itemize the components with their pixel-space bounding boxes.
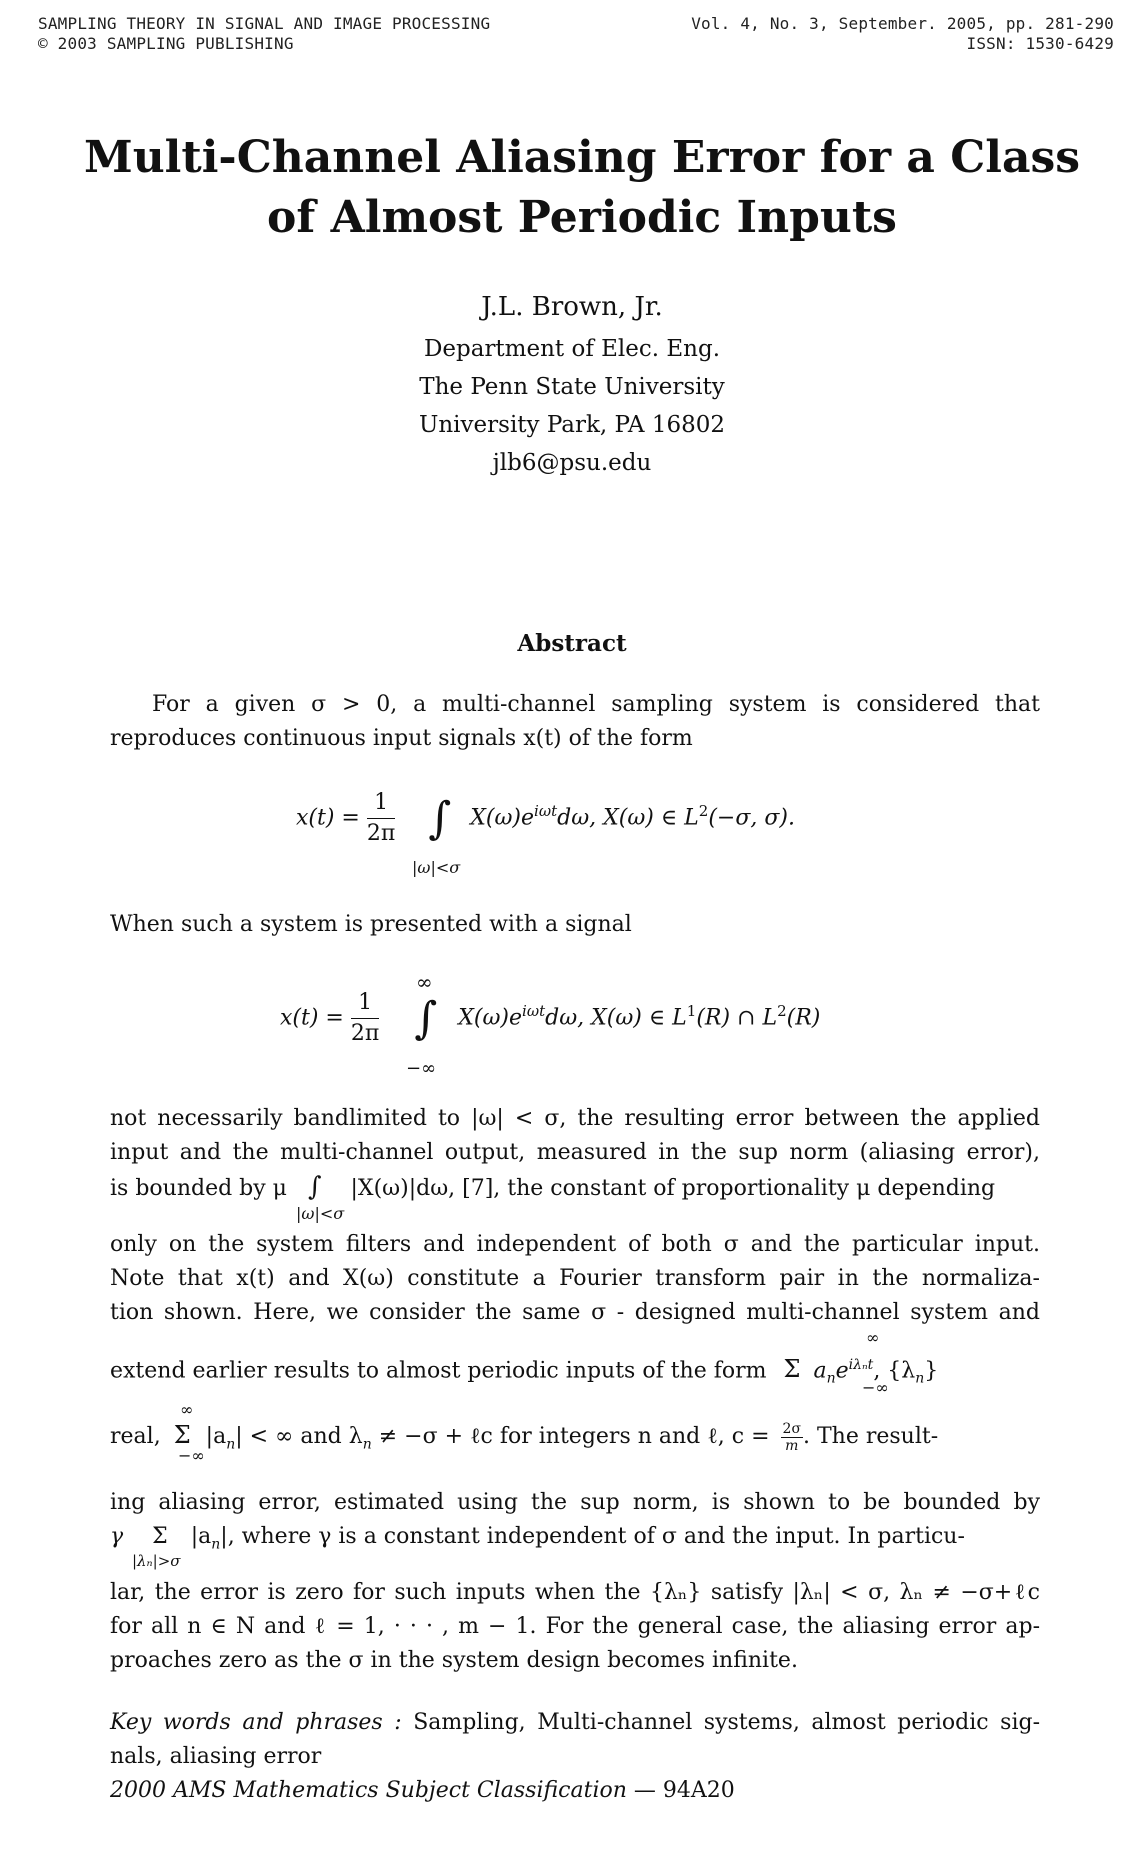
p3-line-8-fraction (781, 1421, 803, 1454)
p3-line-8-abs: |a (205, 1424, 227, 1449)
keywords-text: Sampling, Multi-channel systems, almost periodic sig- (401, 1710, 1040, 1735)
journal-name: SAMPLING THEORY IN SIGNAL AND IMAGE PROCESSING (38, 14, 491, 33)
p3-line-3-lower-limit: |ω|<σ (296, 1204, 345, 1223)
author-email: jlb6@psu.edu (492, 450, 652, 476)
eq1-end: (−σ, σ). (708, 805, 795, 831)
p3-line-11: lar, the error is zero for such inputs when the {λₙ} satisfy |λₙ| < σ, λₙ ≠ −σ+ℓc (110, 1580, 1040, 1605)
author-university: The Penn State University (419, 374, 725, 400)
eq2-tail: dω, X(ω) ∈ L (545, 1005, 687, 1031)
p3-line-4: only on the system filters and independent of both σ and the particular input. (110, 1232, 1040, 1257)
volume-info: Vol. 4, No. 3, September. 2005, pp. 281-290 (691, 14, 1114, 33)
eq1-denominator: 2π (366, 821, 396, 846)
p3-line-10-abs-sub: n (211, 1536, 221, 1553)
eq1-sup: 2 (698, 802, 709, 821)
p3-line-7-close: } (924, 1358, 939, 1384)
eq1-lhs: x(t) = (296, 805, 360, 831)
p3-line-9: ing aliasing error, estimated using the sup norm, is shown to be bounded by (110, 1490, 1040, 1515)
p3-line-8-end: . The result- (803, 1424, 939, 1449)
p3-line-7-a: a (813, 1358, 827, 1384)
p3-line-8-fraction-den: m (785, 1437, 799, 1454)
p3-line-3-rest: |X(ω)|dω, [7], the constant of proportionality μ depending (350, 1176, 996, 1201)
p3-line-3 (110, 1170, 1040, 1206)
p3-line-10-abs: |a (190, 1524, 212, 1549)
eq2-lhs: x(t) = (280, 1005, 344, 1031)
eq2-sup2: 2 (777, 1002, 787, 1021)
p3-line-10-gamma: γ (110, 1524, 124, 1549)
p3-line-1: not necessarily bandlimited to |ω| < σ, the resulting error between the applied (110, 1106, 1040, 1131)
eq2-upper-limit: ∞ (416, 970, 433, 994)
eq1-fraction (367, 788, 395, 849)
eq2-mid: (R) ∩ L (696, 1005, 778, 1031)
p3-line-10 (110, 1520, 1040, 1561)
abstract-paragraph-2: When such a system is presented with a signal (110, 912, 632, 937)
p3-line-5: Note that x(t) and X(ω) constitute a Fourier transform pair in the normaliza- (110, 1266, 1040, 1291)
keywords-label: Key words and phrases : (110, 1710, 402, 1735)
author-address: University Park, PA 16802 (418, 412, 726, 438)
p3-line-8-abs-sub: n (226, 1436, 236, 1453)
p3-line-10-rest: |, where γ is a constant independent of σ and the input. In particu- (220, 1524, 965, 1549)
eq2-denominator: 2π (350, 1021, 380, 1046)
p3-line-8 (110, 1418, 1040, 1461)
ams-label: 2000 AMS Mathematics Subject Classification (110, 1778, 627, 1803)
p3-line-7 (110, 1348, 1040, 1396)
p3-line-6: tion shown. Here, we consider the same σ - designed multi-channel system and (110, 1300, 1040, 1325)
eq2-sup1: 1 (686, 1002, 697, 1021)
eq1-numerator: 1 (367, 788, 395, 819)
author-department: Department of Elec. Eng. (423, 336, 721, 362)
eq2-body: X(ω)e (458, 1005, 523, 1031)
p3-line-8-sum: Σ (173, 1421, 191, 1449)
keywords-line-1 (110, 1706, 1040, 1740)
p3-line-7-e: e (835, 1358, 849, 1384)
issn: ISSN: 1530-6429 (966, 34, 1114, 53)
eq1-body: X(ω)e (470, 805, 535, 831)
eq2-exponent: iωt (522, 1002, 546, 1021)
p3-line-3-start: is bounded by μ (110, 1176, 287, 1201)
eq2-integral: ∫ (414, 992, 438, 1044)
abstract-paragraph-1: For a given σ > 0, a multi-channel sampling system is considered that reproduces continuous input signals x(t) of the form (110, 692, 1040, 751)
p3-line-7-set-sub: n (915, 1370, 925, 1387)
p3-line-8-upper-limit: ∞ (180, 1400, 194, 1419)
author-name: J.L. Brown, Jr. (481, 292, 663, 322)
publisher-line: © 2003 SAMPLING PUBLISHING (38, 34, 294, 53)
p3-line-3-integral: ∫ (307, 1172, 322, 1202)
equation-1 (296, 788, 795, 849)
p3-line-8-start: real, (110, 1424, 161, 1449)
eq2-fraction (351, 988, 379, 1049)
p3-line-12: for all n ∈ N and ℓ = 1, · · · , m − 1. For the general case, the aliasing error ap- (110, 1614, 1040, 1639)
p3-sum-upper-limit: ∞ (866, 1328, 880, 1347)
p3-line-13: proaches zero as the σ in the system design becomes infinite. (110, 1648, 798, 1673)
p3-line-8-lower-limit: −∞ (178, 1446, 205, 1465)
p3-line-10-sum: Σ (152, 1524, 168, 1549)
abstract-heading: Abstract (517, 630, 627, 657)
eq2-end: (R) (786, 1005, 821, 1031)
paper-title: Multi-Channel Aliasing Error for a Class of Almost Periodic Inputs (83, 132, 1080, 243)
eq1-tail: dω, X(ω) ∈ L (557, 805, 699, 831)
p3-line-2: input and the multi-channel output, measured in the sup norm (aliasing error), (110, 1140, 1040, 1165)
p3-line-7-start: extend earlier results to almost periodic inputs of the form (110, 1358, 767, 1384)
p3-sum-lower-limit: −∞ (862, 1378, 889, 1397)
eq1-exponent: iωt (534, 802, 558, 821)
eq1-lower-limit: |ω|<σ (412, 858, 461, 877)
equation-2 (280, 988, 820, 1049)
eq2-numerator: 1 (351, 988, 379, 1019)
keywords-line-2: nals, aliasing error (110, 1744, 322, 1769)
eq2-lower-limit: −∞ (406, 1058, 437, 1079)
p3-line-8-fraction-num: 2σ (782, 1420, 801, 1437)
p3-line-8-mid: | < ∞ and λ (235, 1424, 363, 1449)
eq1-integral: ∫ (428, 792, 452, 844)
p3-line-7-sum: Σ (783, 1355, 801, 1384)
p3-line-10-lower-limit: |λₙ|>σ (132, 1552, 181, 1570)
ams-code: — 94A20 (626, 1778, 735, 1803)
p3-line-8-cond: ≠ −σ + ℓc for integers n and ℓ, c = (371, 1424, 770, 1449)
ams-classification (110, 1778, 735, 1803)
p3-line-8-mid-sub: n (362, 1436, 372, 1453)
p3-line-7-a-sub: n (826, 1370, 836, 1387)
p3-line-7-set: , {λ (873, 1358, 916, 1384)
p3-line-7-exp: iλₙt (848, 1357, 874, 1373)
